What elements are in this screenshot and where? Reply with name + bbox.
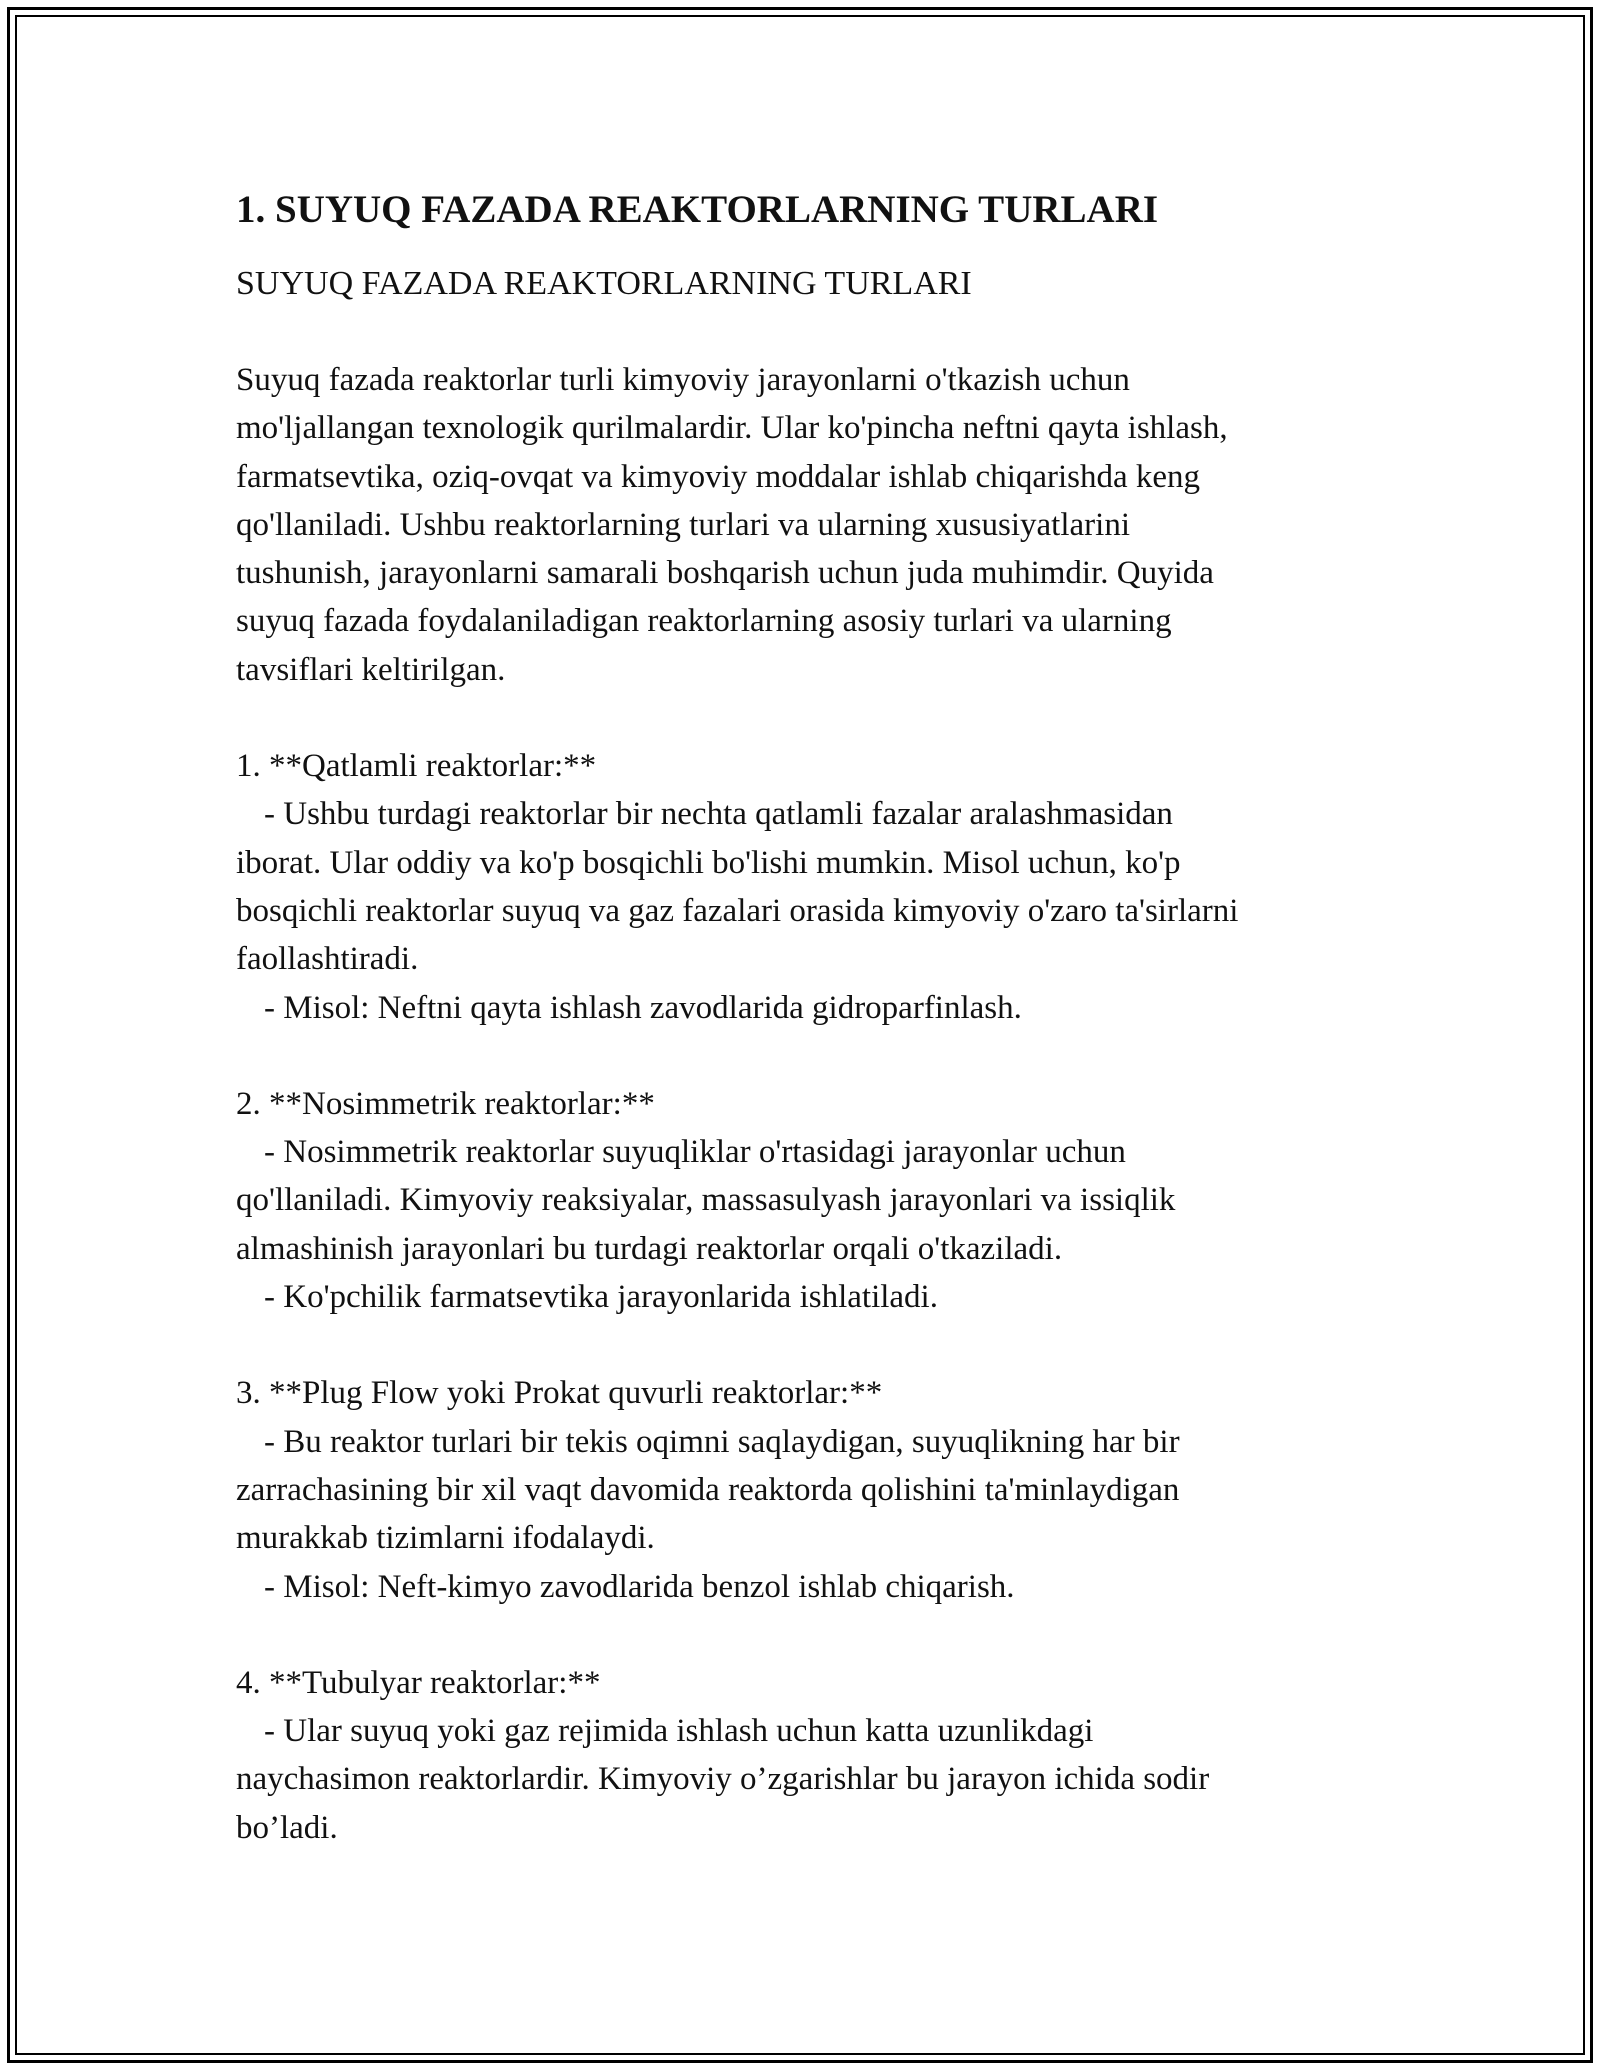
intro-paragraph: Suyuq fazada reaktorlar turli kimyoviy jarayonlarni o'tkazish uchun mo'ljallangan texnologik qurilmalardir. Ular ko'pincha neftni qayta ishlash, farmatsevtika, oziq-ovqat va kimyoviy moddalar ishlab chiqarishda keng qo'llaniladi. Ushbu reaktorlarning turlari va ularning xususiyatlarini tushunish, jarayonlarni samarali boshqarish uchun juda muhimdir. Quyida suyuq fazada foydalaniladigan reaktorlarning asosiy turlari va ularning tavsiflari keltirilgan. [236, 362, 1228, 688]
section-title: 3. **Plug Flow yoki Prokat quvurli reaktorlar:** [236, 1375, 883, 1412]
section-title: 1. **Qatlamli reaktorlar:** [236, 748, 597, 785]
section-qatlamli-reaktorlar [236, 742, 1396, 1032]
section-nosimmetrik-reaktorlar [236, 1080, 1396, 1321]
page-title: 1. SUYUQ FAZADA REAKTORLARNING TURLARI [236, 188, 1159, 231]
section-plug-flow-reaktorlar [236, 1369, 1396, 1610]
section-description: - Ushbu turdagi reaktorlar bir nechta qatlamli fazalar aralashmasidan iborat. Ular oddiy va ko'p bosqichli bo'lishi mumkin. Misol uchun, ko'p bosqichli reaktorlar suyuq va gaz fazalari orasida kimyoviy o'zaro ta'sirlarni faollashtiradi. [236, 796, 1239, 978]
section-note: - Misol: Neftni qayta ishlash zavodlarida gidroparfinlash. [264, 989, 1022, 1026]
section-title: 4. **Tubulyar reaktorlar:** [236, 1664, 601, 1701]
document-subtitle: SUYUQ FAZADA REAKTORLARNING TURLARI [236, 265, 972, 302]
section-title: 2. **Nosimmetrik reaktorlar:** [236, 1085, 655, 1122]
document-body [236, 186, 1396, 1852]
section-description: - Nosimmetrik reaktorlar suyuqliklar o'rtasidagi jarayonlar uchun qo'llaniladi. Kimyoviy reaksiyalar, massasulyash jarayonlari va issiqlik almashinish jarayonlari bu turdagi reaktorlar orqali o'tkaziladi. [236, 1134, 1176, 1267]
section-tubulyar-reaktorlar [236, 1659, 1396, 1852]
section-note: - Ko'pchilik farmatsevtika jarayonlarida ishlatiladi. [264, 1279, 938, 1316]
section-description: - Bu reaktor turlari bir tekis oqimni saqlaydigan, suyuqlikning har bir zarrachasining bir xil vaqt davomida reaktorda qolishini ta'minlaydigan murakkab tizimlarni ifodalaydi. [236, 1423, 1180, 1557]
section-description: - Ular suyuq yoki gaz rejimida ishlash uchun katta uzunlikdagi naychasimon reaktorlardir. Kimyoviy o’zgarishlar bu jarayon ichida sodir bo’ladi. [236, 1713, 1210, 1846]
section-note: - Misol: Neft-kimyo zavodlarida benzol ishlab chiqarish. [264, 1568, 1015, 1605]
